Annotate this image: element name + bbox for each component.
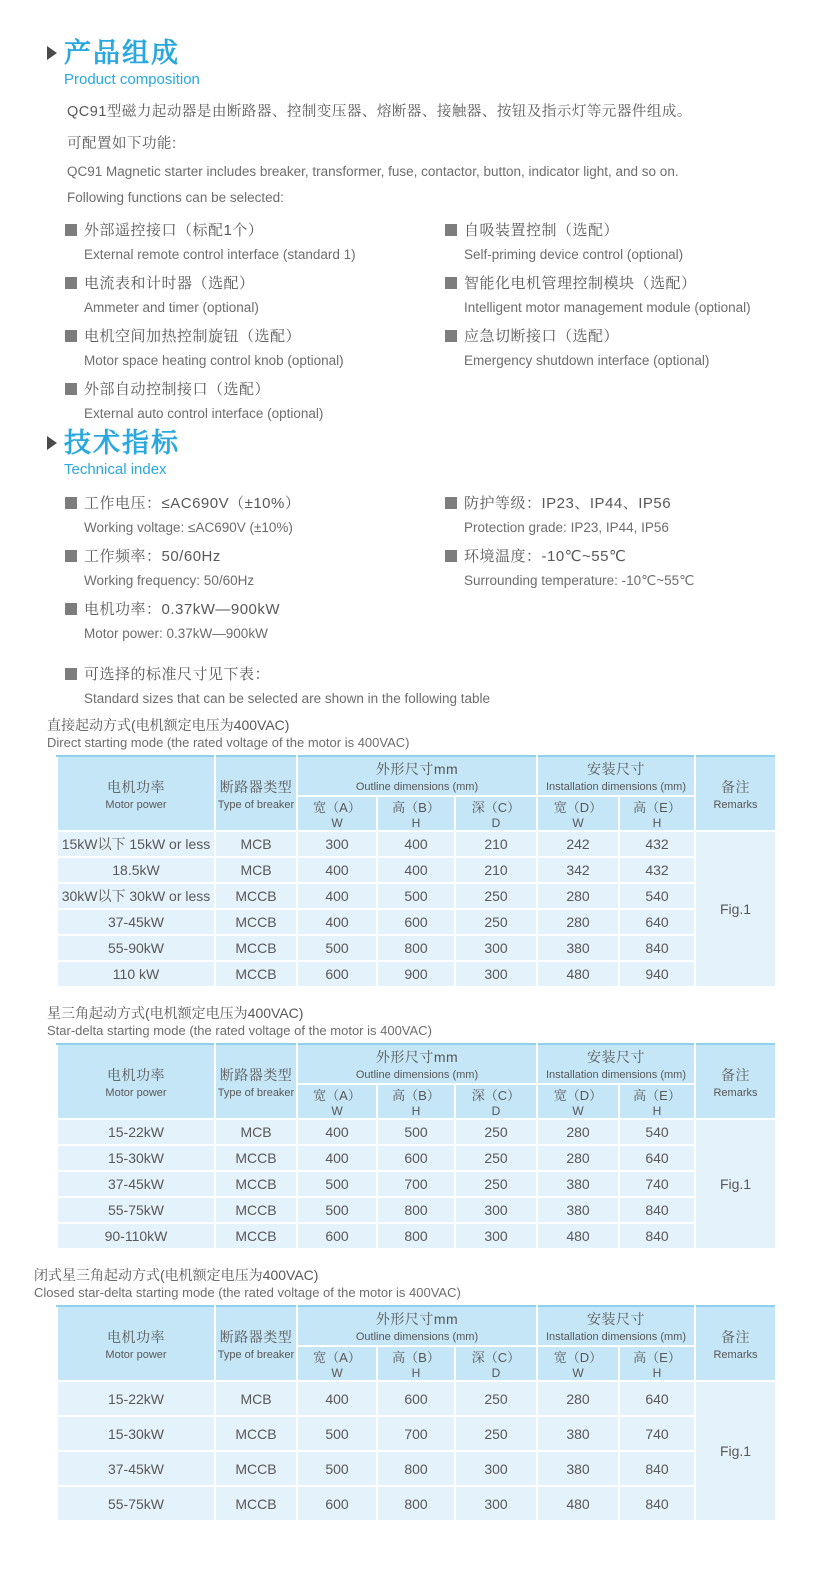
table-cell: 840 <box>619 935 695 961</box>
table-cell: 840 <box>619 1451 695 1486</box>
feature-cn: 智能化电机管理控制模块（选配） <box>464 275 697 292</box>
bullet-square-icon <box>445 497 457 509</box>
table-cell: 300 <box>455 961 537 987</box>
spec-item <box>445 492 797 535</box>
section-header <box>47 38 797 88</box>
header-depth-c: 深（C） D <box>455 1346 537 1381</box>
header-remarks: 备注 Remarks <box>695 756 776 831</box>
table-cell: MCCB <box>215 1451 297 1486</box>
header-breaker-type: 断路器类型 Type of breaker <box>215 1044 297 1119</box>
section-arrow-icon <box>47 46 57 60</box>
table-cell: 300 <box>297 831 377 857</box>
table-cell: 600 <box>297 1486 377 1521</box>
table-cell: 280 <box>537 1119 619 1145</box>
feature-item <box>445 272 797 315</box>
table-cell: MCCB <box>215 1197 297 1223</box>
bullet-square-icon <box>65 330 77 342</box>
table-cell: 400 <box>297 1145 377 1171</box>
spec-cn: 环境温度：-10℃~55℃ <box>464 548 627 565</box>
table-cell: 18.5kW <box>57 857 215 883</box>
feature-column-left <box>65 219 445 431</box>
header-motor-power: 电机功率 Motor power <box>57 1306 215 1381</box>
bullet-square-icon <box>445 277 457 289</box>
table-row <box>57 1145 776 1171</box>
table-cell: 500 <box>297 935 377 961</box>
table-cell: 540 <box>619 883 695 909</box>
feature-cn: 电流表和计时器（选配） <box>84 275 255 292</box>
table-cell: 700 <box>377 1416 455 1451</box>
table-row <box>57 1381 776 1416</box>
feature-en: Ammeter and timer (optional) <box>84 300 259 315</box>
table-cell: 37-45kW <box>57 909 215 935</box>
dimensions-table-direct <box>56 755 777 988</box>
table-row <box>57 909 776 935</box>
table-cell: 37-45kW <box>57 1451 215 1486</box>
table-cell: 55-75kW <box>57 1486 215 1521</box>
table-cell: 500 <box>297 1416 377 1451</box>
section-header <box>47 428 797 478</box>
table-cell: MCCB <box>215 1416 297 1451</box>
feature-column-right <box>445 219 797 431</box>
feature-en: Intelligent motor management module (optional) <box>464 300 751 315</box>
table-cell: 250 <box>455 1416 537 1451</box>
remarks-cell: Fig.1 <box>695 831 776 987</box>
table-block-star-delta <box>47 1004 807 1250</box>
spec-cn: 防护等级：IP23、IP44、IP56 <box>464 495 672 512</box>
header-motor-power: 电机功率 Motor power <box>57 1044 215 1119</box>
bullet-square-icon <box>445 224 457 236</box>
table-row <box>57 1451 776 1486</box>
table-cell: 400 <box>297 857 377 883</box>
table-cell: 280 <box>537 883 619 909</box>
table-title-cn: 闭式星三角起动方式(电机额定电压为400VAC) <box>34 1267 319 1283</box>
table-cell: 15-30kW <box>57 1145 215 1171</box>
header-width-a: 宽（A） W <box>297 1346 377 1381</box>
table-cell: 250 <box>455 1145 537 1171</box>
table-cell: 840 <box>619 1486 695 1521</box>
table-row <box>57 1486 776 1521</box>
table-title-en: Direct starting mode (the rated voltage of the motor is 400VAC) <box>47 735 410 750</box>
header-height-e: 高（E） H <box>619 1084 695 1119</box>
feature-en: Self-priming device control (optional) <box>464 247 684 262</box>
table-row <box>57 1223 776 1249</box>
table-cell: 400 <box>297 1119 377 1145</box>
header-width-a: 宽（A） W <box>297 796 377 831</box>
feature-item <box>65 272 445 315</box>
table-cell: 432 <box>619 831 695 857</box>
header-width-d: 宽（D） W <box>537 1346 619 1381</box>
table-cell: 400 <box>377 857 455 883</box>
spec-en: Working voltage: ≤AC690V (±10%) <box>84 520 293 535</box>
table-cell: MCCB <box>215 883 297 909</box>
feature-cn: 自吸装置控制（选配） <box>464 222 620 239</box>
dimensions-table-star-delta <box>56 1043 777 1250</box>
header-width-d: 宽（D） W <box>537 1084 619 1119</box>
bullet-square-icon <box>65 603 77 615</box>
table-cell: MCB <box>215 1381 297 1416</box>
feature-en: External remote control interface (standard 1) <box>84 247 356 262</box>
table-cell: 300 <box>455 1451 537 1486</box>
spec-item <box>65 492 445 535</box>
table-cell: 15-30kW <box>57 1416 215 1451</box>
table-cell: MCCB <box>215 1486 297 1521</box>
header-height-e: 高（E） H <box>619 1346 695 1381</box>
spec-cn: 工作电压：≤AC690V（±10%） <box>84 495 301 512</box>
table-cell: 380 <box>537 1451 619 1486</box>
table-cell: 380 <box>537 1197 619 1223</box>
table-cell: 600 <box>377 1381 455 1416</box>
table-cell: 300 <box>455 935 537 961</box>
spec-en: Working frequency: 50/60Hz <box>84 573 255 588</box>
bullet-square-icon <box>65 550 77 562</box>
feature-cn: 外部遥控接口（标配1个） <box>84 222 264 239</box>
header-breaker-type: 断路器类型 Type of breaker <box>215 756 297 831</box>
table-cell: 55-75kW <box>57 1197 215 1223</box>
feature-en: Motor space heating control knob (optional) <box>84 353 344 368</box>
table-cell: 840 <box>619 1223 695 1249</box>
table-cell: 800 <box>377 935 455 961</box>
table-cell: 250 <box>455 1171 537 1197</box>
table-cell: MCCB <box>215 1223 297 1249</box>
table-cell: 300 <box>455 1223 537 1249</box>
intro-line: Following functions can be selected: <box>67 190 284 205</box>
intro-paragraphs <box>67 100 797 205</box>
feature-item <box>65 378 445 421</box>
table-cell: 800 <box>377 1197 455 1223</box>
header-outline-dimensions: 外形尺寸mm Outline dimensions (mm) <box>297 756 537 796</box>
feature-cn: 外部自动控制接口（选配） <box>84 381 271 398</box>
table-cell: 210 <box>455 831 537 857</box>
table-cell: 500 <box>297 1451 377 1486</box>
table-cell: MCB <box>215 831 297 857</box>
spec-en: Protection grade: IP23, IP44, IP56 <box>464 520 669 535</box>
header-height-b: 高（B） H <box>377 1346 455 1381</box>
table-cell: 500 <box>297 1171 377 1197</box>
table-title-cn: 直接起动方式(电机额定电压为400VAC) <box>47 717 290 733</box>
table-cell: 210 <box>455 857 537 883</box>
table-cell: 400 <box>297 1381 377 1416</box>
table-row <box>57 1197 776 1223</box>
table-cell: 250 <box>455 1381 537 1416</box>
intro-line: 可配置如下功能: <box>67 136 177 152</box>
table-cell: 540 <box>619 1119 695 1145</box>
table-cell: MCCB <box>215 935 297 961</box>
table-row <box>57 1171 776 1197</box>
header-height-b: 高（B） H <box>377 1084 455 1119</box>
table-cell: 800 <box>377 1223 455 1249</box>
table-cell: 380 <box>537 935 619 961</box>
dimensions-table-closed-star-delta <box>56 1305 777 1522</box>
table-cell: 400 <box>297 909 377 935</box>
section-title-en: Technical index <box>64 461 167 478</box>
table-cell: MCCB <box>215 1171 297 1197</box>
header-height-b: 高（B） H <box>377 796 455 831</box>
table-block-closed-star-delta <box>34 1266 794 1522</box>
table-block-direct-starting <box>47 716 807 988</box>
table-cell: 55-90kW <box>57 935 215 961</box>
header-motor-power: 电机功率 Motor power <box>57 756 215 831</box>
table-cell: 400 <box>377 831 455 857</box>
bullet-square-icon <box>65 383 77 395</box>
table-cell: 250 <box>455 909 537 935</box>
header-breaker-type: 断路器类型 Type of breaker <box>215 1306 297 1381</box>
spec-item <box>445 545 797 589</box>
table-cell: MCCB <box>215 1145 297 1171</box>
table-cell: 380 <box>537 1416 619 1451</box>
section-technical-index <box>47 428 797 651</box>
spec-column-left <box>65 492 445 651</box>
bullet-square-icon <box>65 497 77 509</box>
table-cell: 15-22kW <box>57 1381 215 1416</box>
header-installation-dimensions: 安装尺寸 Installation dimensions (mm) <box>537 1044 695 1084</box>
table-cell: 30kW以下 30kW or less <box>57 883 215 909</box>
table-title-en: Star-delta starting mode (the rated voltage of the motor is 400VAC) <box>47 1023 432 1038</box>
bullet-square-icon <box>445 330 457 342</box>
feature-item <box>65 325 445 368</box>
header-installation-dimensions: 安装尺寸 Installation dimensions (mm) <box>537 756 695 796</box>
section-product-composition <box>47 38 797 431</box>
table-row <box>57 935 776 961</box>
feature-en: Emergency shutdown interface (optional) <box>464 353 710 368</box>
table-row <box>57 961 776 987</box>
table-cell: 600 <box>297 1223 377 1249</box>
section-arrow-icon <box>47 436 57 450</box>
header-width-d: 宽（D） W <box>537 796 619 831</box>
table-cell: 90-110kW <box>57 1223 215 1249</box>
feature-en: External auto control interface (optional) <box>84 406 324 421</box>
feature-item <box>65 219 445 262</box>
table-cell: 280 <box>537 909 619 935</box>
header-remarks: 备注 Remarks <box>695 1306 776 1381</box>
bullet-square-icon <box>445 550 457 562</box>
intro-line: QC91型磁力起动器是由断路器、控制变压器、熔断器、接触器、按钮及指示灯等元器件组成。 <box>67 104 692 120</box>
feature-item <box>445 219 797 262</box>
table-cell: 740 <box>619 1171 695 1197</box>
table-cell: 400 <box>297 883 377 909</box>
table-cell: 250 <box>455 883 537 909</box>
table-cell: 480 <box>537 1486 619 1521</box>
spec-item <box>65 545 445 588</box>
table-cell: 640 <box>619 1381 695 1416</box>
table-cell: 342 <box>537 857 619 883</box>
note-cn: 可选择的标准尺寸见下表： <box>84 666 271 683</box>
table-cell: 280 <box>537 1145 619 1171</box>
table-cell: 500 <box>297 1197 377 1223</box>
header-depth-c: 深（C） D <box>455 1084 537 1119</box>
table-row <box>57 831 776 857</box>
table-cell: 37-45kW <box>57 1171 215 1197</box>
table-cell: 250 <box>455 1119 537 1145</box>
header-outline-dimensions: 外形尺寸mm Outline dimensions (mm) <box>297 1306 537 1346</box>
note-en: Standard sizes that can be selected are shown in the following table <box>84 691 491 706</box>
section-title-cn: 产品组成 <box>64 38 180 68</box>
table-cell: 640 <box>619 909 695 935</box>
spec-en: Surrounding temperature: -10℃~55℃ <box>464 573 695 588</box>
feature-cn: 应急切断接口（选配） <box>464 328 620 345</box>
table-cell: 640 <box>619 1145 695 1171</box>
table-title-cn: 星三角起动方式(电机额定电压为400VAC) <box>47 1005 304 1021</box>
remarks-cell: Fig.1 <box>695 1381 776 1521</box>
table-cell: MCB <box>215 1119 297 1145</box>
table-note <box>65 663 765 706</box>
spec-cn: 工作频率：50/60Hz <box>84 548 221 565</box>
table-row <box>57 883 776 909</box>
table-row <box>57 1119 776 1145</box>
section-title-en: Product composition <box>64 71 200 88</box>
table-cell: 600 <box>297 961 377 987</box>
remarks-cell: Fig.1 <box>695 1119 776 1249</box>
spec-item <box>65 598 445 641</box>
table-cell: 700 <box>377 1171 455 1197</box>
table-cell: MCB <box>215 857 297 883</box>
table-cell: 15-22kW <box>57 1119 215 1145</box>
table-cell: 280 <box>537 1381 619 1416</box>
section-title-cn: 技术指标 <box>64 428 180 458</box>
table-cell: 940 <box>619 961 695 987</box>
header-outline-dimensions: 外形尺寸mm Outline dimensions (mm) <box>297 1044 537 1084</box>
header-installation-dimensions: 安装尺寸 Installation dimensions (mm) <box>537 1306 695 1346</box>
table-cell: 500 <box>377 1119 455 1145</box>
feature-item <box>445 325 797 368</box>
bullet-square-icon <box>65 668 77 680</box>
table-cell: MCCB <box>215 961 297 987</box>
table-cell: 480 <box>537 1223 619 1249</box>
bullet-square-icon <box>65 277 77 289</box>
table-row <box>57 857 776 883</box>
spec-en: Motor power: 0.37kW—900kW <box>84 626 268 641</box>
table-title-en: Closed star-delta starting mode (the rated voltage of the motor is 400VAC) <box>34 1285 461 1300</box>
table-row <box>57 1416 776 1451</box>
table-cell: 15kW以下 15kW or less <box>57 831 215 857</box>
table-cell: MCCB <box>215 909 297 935</box>
header-depth-c: 深（C） D <box>455 796 537 831</box>
spec-cn: 电机功率：0.37kW—900kW <box>84 601 281 618</box>
table-cell: 300 <box>455 1486 537 1521</box>
table-cell: 840 <box>619 1197 695 1223</box>
spec-column-right <box>445 492 797 651</box>
table-cell: 242 <box>537 831 619 857</box>
table-cell: 110 kW <box>57 961 215 987</box>
table-cell: 800 <box>377 1451 455 1486</box>
header-height-e: 高（E） H <box>619 796 695 831</box>
feature-cn: 电机空间加热控制旋钮（选配） <box>84 328 302 345</box>
spec-columns <box>65 492 797 651</box>
feature-columns <box>65 219 797 431</box>
table-cell: 300 <box>455 1197 537 1223</box>
table-cell: 740 <box>619 1416 695 1451</box>
table-cell: 900 <box>377 961 455 987</box>
table-cell: 380 <box>537 1171 619 1197</box>
table-cell: 480 <box>537 961 619 987</box>
table-cell: 800 <box>377 1486 455 1521</box>
header-remarks: 备注 Remarks <box>695 1044 776 1119</box>
table-cell: 600 <box>377 909 455 935</box>
table-cell: 600 <box>377 1145 455 1171</box>
header-width-a: 宽（A） W <box>297 1084 377 1119</box>
table-cell: 500 <box>377 883 455 909</box>
intro-line: QC91 Magnetic starter includes breaker, transformer, fuse, contactor, button, indicator light, and so on. <box>67 164 679 179</box>
bullet-square-icon <box>65 224 77 236</box>
table-cell: 432 <box>619 857 695 883</box>
